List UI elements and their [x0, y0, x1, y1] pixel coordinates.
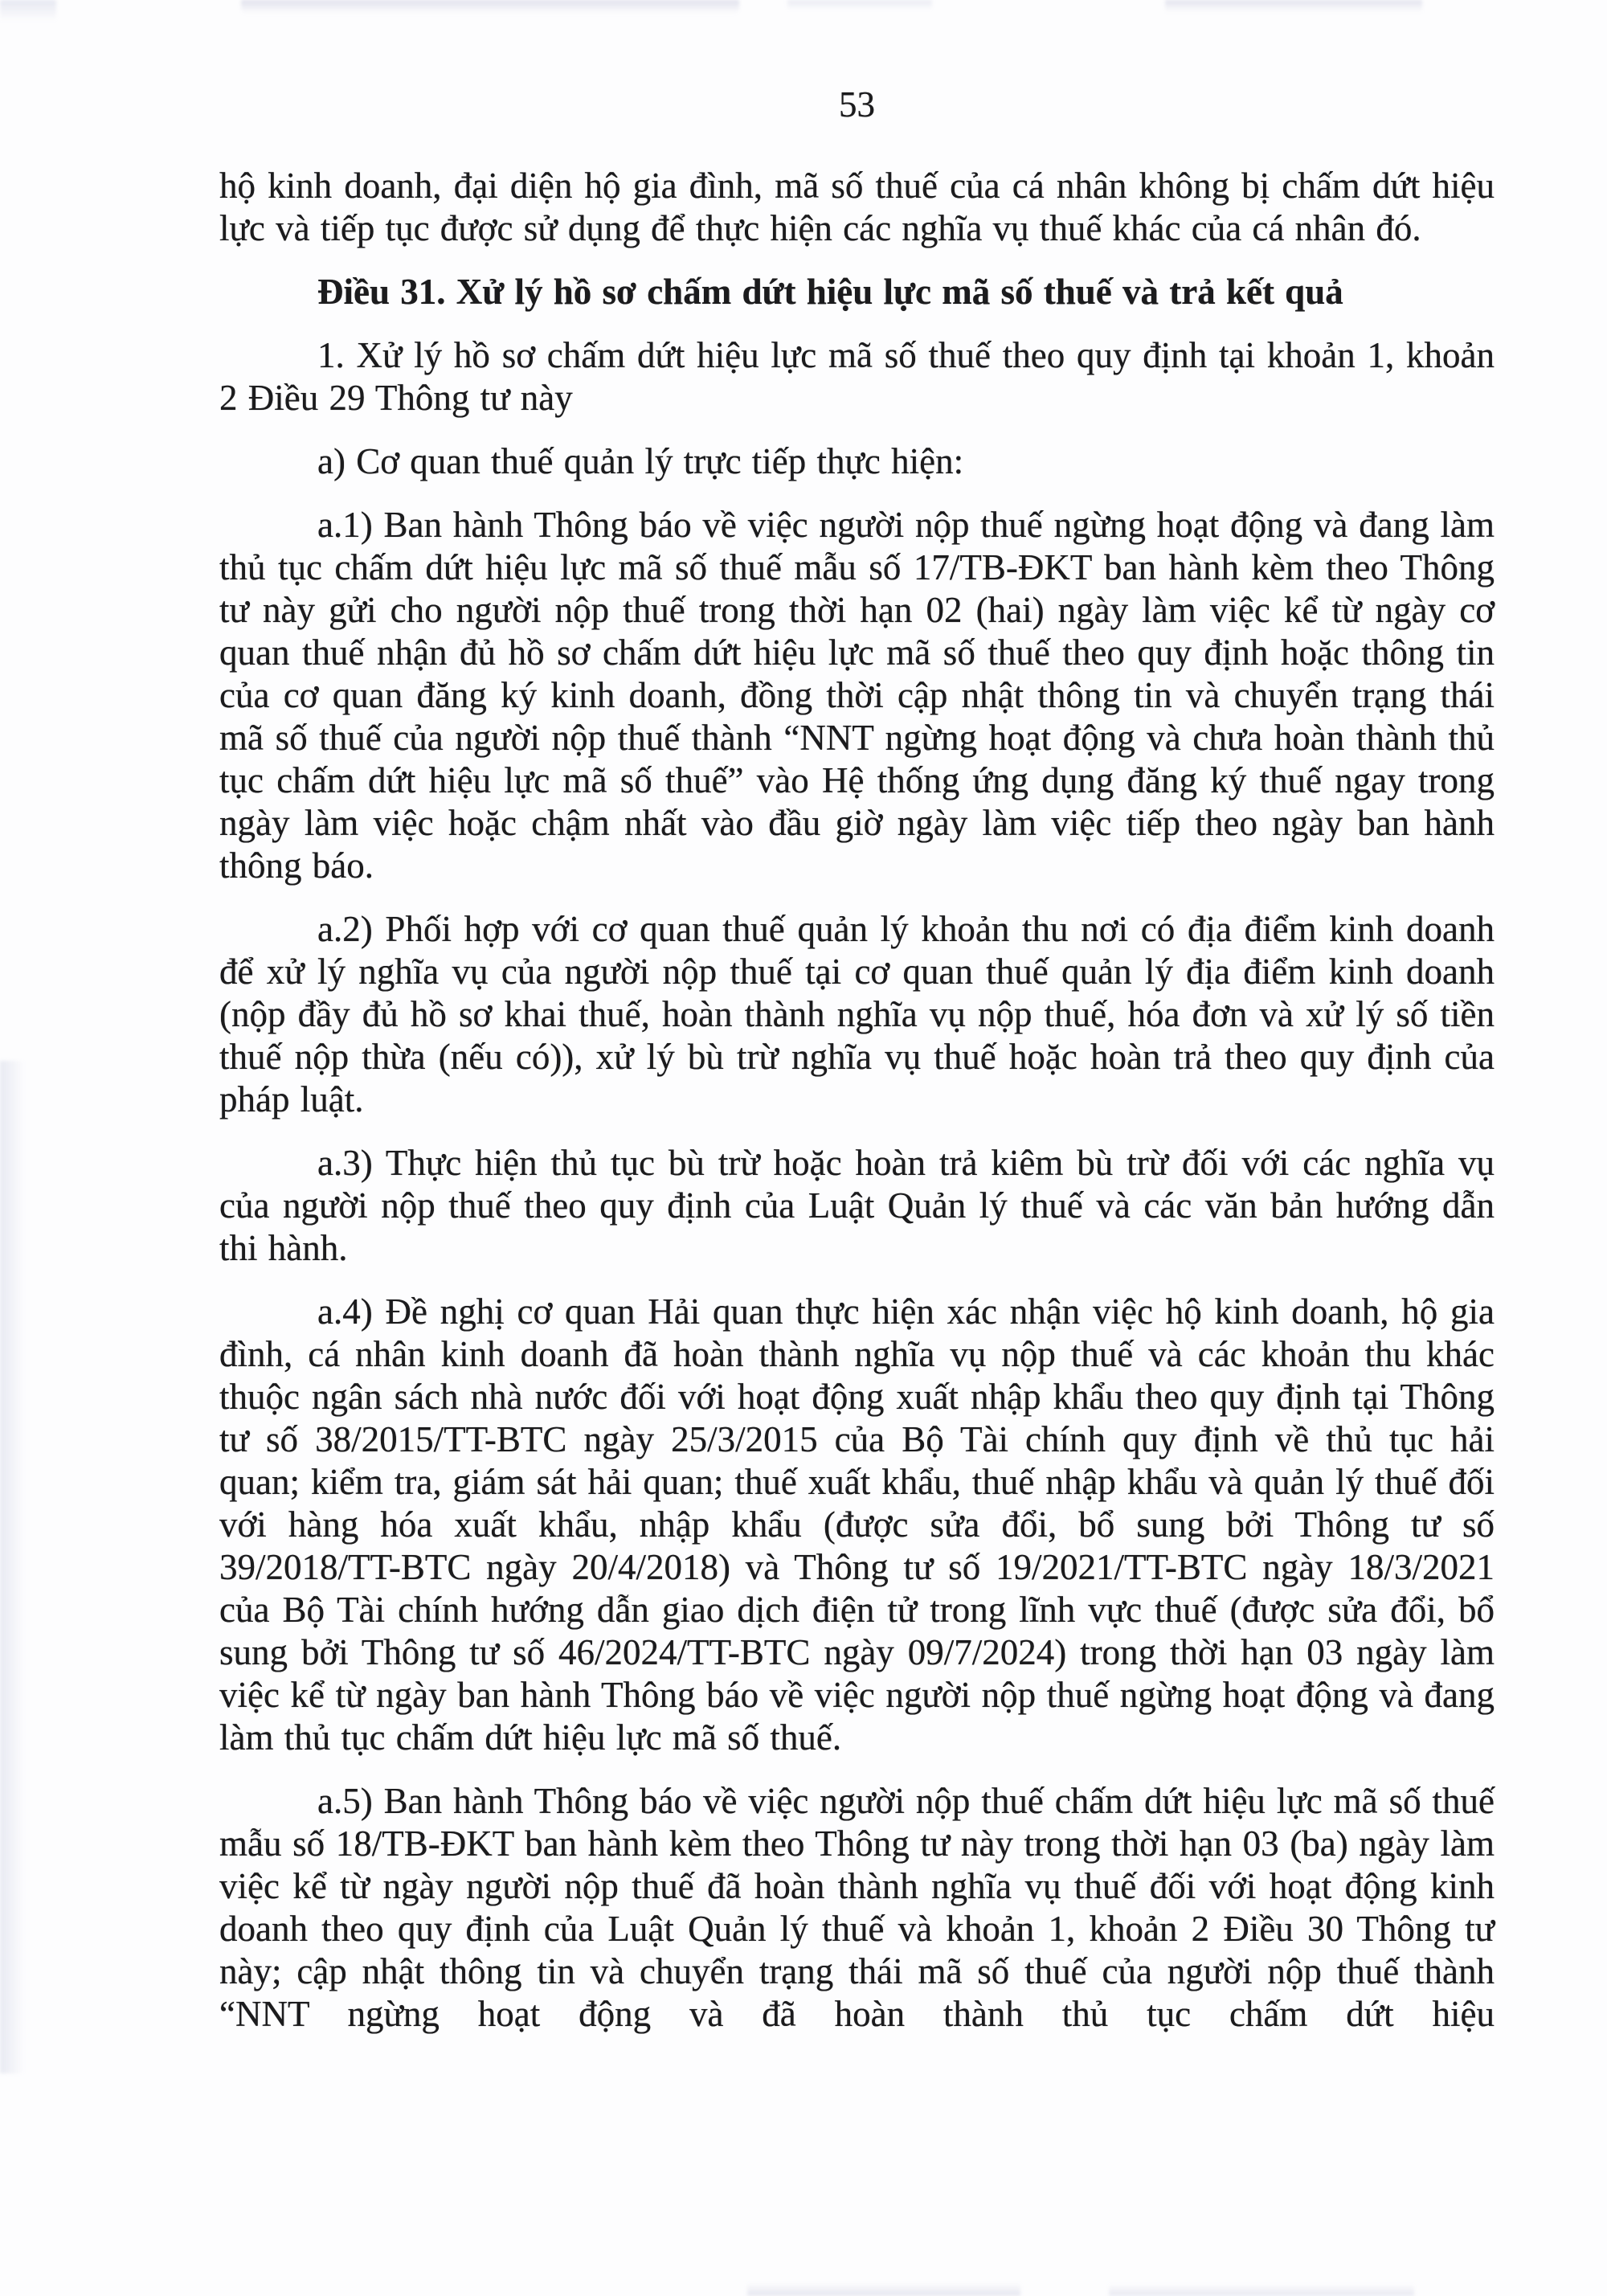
point-a2-paragraph: a.2) Phối hợp với cơ quan thuế quản lý khoản thu nơi có địa điểm kinh doanh để xử lý nghĩa vụ của người nộp thuế tại cơ quan thuế quản lý địa điểm kinh doanh (nộp đầy đủ hồ sơ khai thuế, hoàn thành nghĩa vụ nộp thuế, hóa đơn và xử lý số tiền thuế nộp thừa (nếu có)), xử lý bù trừ nghĩa vụ thuế hoặc hoàn trả theo quy định của pháp luật.	[219, 909, 1495, 1119]
paragraph-continuation: hộ kinh doanh, đại diện hộ gia đình, mã số thuế của cá nhân không bị chấm dứt hiệu lực và tiếp tục được sử dụng để thực hiện các nghĩa vụ thuế khác của cá nhân đó.	[219, 166, 1495, 248]
text-column	[219, 165, 1495, 2057]
scan-smudge-top-1	[241, 0, 739, 14]
point-a4-paragraph: a.4) Đề nghị cơ quan Hải quan thực hiện xác nhận việc hộ kinh doanh, hộ gia đình, cá nhân kinh doanh đã hoàn thành nghĩa vụ nộp thuế và các khoản thu khác thuộc ngân sách nhà nước đối với hoạt động xuất nhập khẩu theo quy định tại Thông tư số 38/2015/TT-BTC ngày 25/3/2015 của Bộ Tài chính quy định về thủ tục hải quan; kiểm tra, giám sát hải quan; thuế xuất khẩu, thuế nhập khẩu và quản lý thuế đối với hàng hóa xuất khẩu, nhập khẩu (được sửa đổi, bổ sung bởi Thông tư số 39/2018/TT-BTC ngày 20/4/2018) và Thông tư số 19/2021/TT-BTC ngày 18/3/2021 của Bộ Tài chính hướng dẫn giao dịch điện tử trong lĩnh vực thuế (được sửa đổi, bổ sung bởi Thông tư số 46/2024/TT-BTC ngày 09/7/2024) trong thời hạn 03 ngày làm việc kể từ ngày ban hành Thông báo về việc người nộp thuế ngừng hoạt động và đang làm thủ tục chấm dứt hiệu lực mã số thuế.	[219, 1291, 1495, 1758]
page-number: 53	[839, 84, 875, 125]
scan-smudge-top-2	[787, 0, 932, 10]
point-a3-paragraph: a.3) Thực hiện thủ tục bù trừ hoặc hoàn trả kiêm bù trừ đối với các nghĩa vụ của người nộp thuế theo quy định của Luật Quản lý thuế và các văn bản hướng dẫn thi hành.	[219, 1143, 1495, 1268]
scan-smudge-bottom-2	[1109, 2285, 1414, 2296]
clause-1-paragraph: 1. Xử lý hồ sơ chấm dứt hiệu lực mã số thuế theo quy định tại khoản 1, khoản 2 Điều 29 Thông tư này	[219, 335, 1495, 418]
scan-smudge-bottom-1	[747, 2283, 1020, 2296]
scan-smudge-top-3	[1165, 0, 1422, 13]
scan-smudge-top-left	[0, 0, 56, 21]
point-a5-paragraph: a.5) Ban hành Thông báo về việc người nộp thuế chấm dứt hiệu lực mã số thuế mẫu số 18/TB-ĐKT ban hành kèm theo Thông tư này trong thời hạn 03 (ba) ngày làm việc kể từ ngày người nộp thuế đã hoàn thành nghĩa vụ thuế đối với hoạt động kinh doanh theo quy định của Luật Quản lý thuế và khoản 1, khoản 2 Điều 30 Thông tư này; cập nhật thông tin và chuyển trạng thái mã số thuế của người nộp thuế thành “NNT ngừng hoạt động và đã hoàn thành thủ tục chấm dứt hiệu	[219, 1781, 1495, 2034]
point-a-paragraph: a) Cơ quan thuế quản lý trực tiếp thực hiện:	[317, 441, 964, 481]
point-a1-paragraph: a.1) Ban hành Thông báo về việc người nộp thuế ngừng hoạt động và đang làm thủ tục chấm dứt hiệu lực mã số thuế mẫu số 17/TB-ĐKT ban hành kèm theo Thông tư này gửi cho người nộp thuế trong thời hạn 02 (hai) ngày làm việc kể từ ngày cơ quan thuế nhận đủ hồ sơ chấm dứt hiệu lực mã số thuế theo quy định hoặc thông tin của cơ quan đăng ký kinh doanh, đồng thời cập nhật thông tin và chuyển trạng thái mã số thuế của người nộp thuế thành “NNT ngừng hoạt động và chưa hoàn thành thủ tục chấm dứt hiệu lực mã số thuế” vào Hệ thống ứng dụng đăng ký thuế ngay trong ngày làm việc hoặc chậm nhất vào đầu giờ ngày làm việc tiếp theo ngày ban hành thông báo.	[219, 505, 1495, 886]
article-31-heading: Điều 31. Xử lý hồ sơ chấm dứt hiệu lực mã số thuế và trả kết quả	[317, 272, 1343, 312]
scan-smudge-left-edge	[0, 1061, 27, 2073]
